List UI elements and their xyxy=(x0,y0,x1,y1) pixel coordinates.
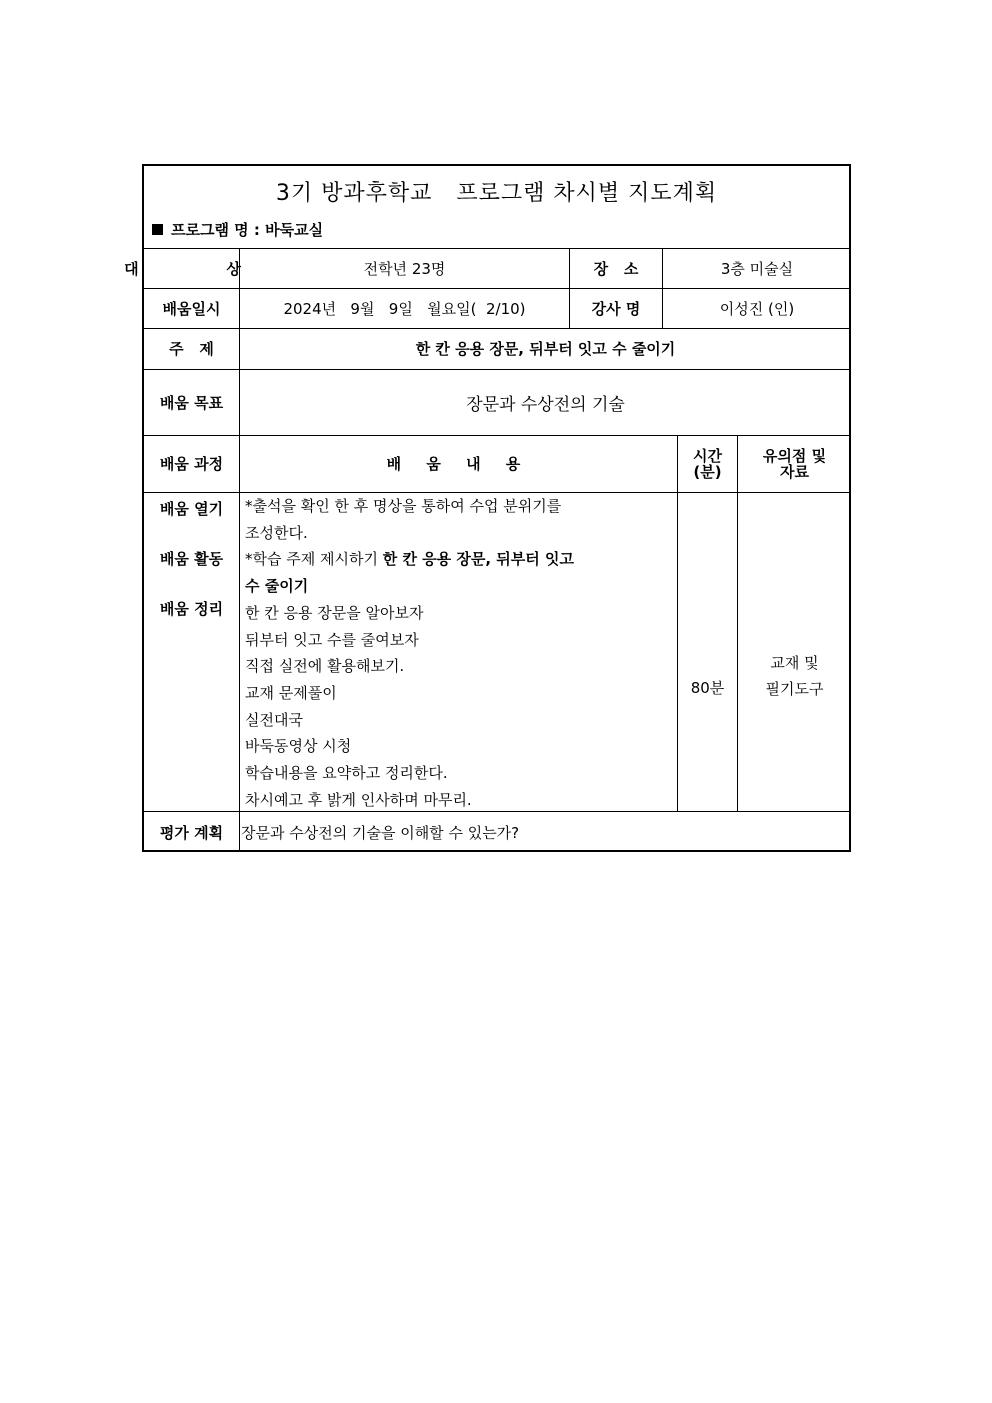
process-time-header xyxy=(678,435,737,492)
target-label xyxy=(124,248,259,288)
notes-value xyxy=(738,646,851,706)
process-content-header-text: 배 움 내 용 xyxy=(386,455,531,473)
program-name xyxy=(152,219,323,240)
process-content-header xyxy=(240,435,677,492)
content-line-prefix: *학습 주제 제시하기 xyxy=(245,550,383,569)
stage-label-open: 배움 열기 xyxy=(159,500,224,518)
process-stage-header: 배움 과정 xyxy=(159,455,224,473)
topic-label-text: 주 제 xyxy=(169,340,214,358)
content-line: 바둑동영상 시청 xyxy=(245,737,352,756)
place-label xyxy=(570,248,662,288)
evaluation-label: 평가 계획 xyxy=(159,823,224,842)
document-title: 3기 방과후학교 프로그램 차시별 지도계획 xyxy=(275,181,718,206)
process-notes-header-line2: 자료 xyxy=(780,462,809,481)
teacher-label: 강사 명 xyxy=(591,299,641,318)
topic-value: 한 칸 응용 장문, 뒤부터 잇고 수 줄이기 xyxy=(415,340,676,358)
content-line: *출석을 확인 한 후 명상을 통하여 수업 분위기를 xyxy=(245,497,562,515)
place-label-text: 장 소 xyxy=(593,259,639,278)
teacher-value: 이성진 (인) xyxy=(719,299,795,318)
program-name-text: 프로그램 명 : 바둑교실 xyxy=(171,221,324,239)
notes-value-line1: 교재 및 xyxy=(770,654,819,672)
goal-label: 배움 목표 xyxy=(159,393,224,412)
content-line: 실전대국 xyxy=(245,710,303,729)
topic-label xyxy=(144,328,239,369)
content-line: 교재 문제풀이 xyxy=(245,683,337,702)
target-label-text: 대 상 xyxy=(124,259,259,278)
evaluation-value: 장문과 수상전의 기술을 이해할 수 있는가? xyxy=(241,823,520,842)
content-line xyxy=(245,546,677,573)
content-line: 조성한다. xyxy=(245,523,308,542)
square-bullet-icon xyxy=(152,224,163,235)
stage-labels xyxy=(144,496,239,646)
content-line-topic: 한 칸 응용 장문, 뒤부터 잇고 xyxy=(382,550,574,569)
notes-value-line2: 필기도구 xyxy=(765,680,824,698)
date-value: 2024년 9월 9일 월요일( 2/10) xyxy=(283,299,526,318)
stage-label-wrap: 배움 정리 xyxy=(159,600,224,618)
content-line: 학습내용을 요약하고 정리한다. xyxy=(245,764,448,783)
process-notes-header xyxy=(738,435,851,492)
process-notes-header-line1: 유의점 및 xyxy=(762,446,827,465)
process-content xyxy=(245,493,677,813)
date-label: 배움일시 xyxy=(162,299,221,318)
goal-value: 장문과 수상전의 기술 xyxy=(466,394,625,415)
content-line: 차시예고 후 밝게 인사하며 마무리. xyxy=(245,790,472,809)
process-time-header-line2: (분) xyxy=(693,462,722,481)
target-value: 전학년 23명 xyxy=(363,259,446,278)
content-line: 한 칸 응용 장문을 알아보자 xyxy=(245,603,424,622)
content-line: 직접 실전에 활용해보기. xyxy=(245,657,405,676)
time-value: 80분 xyxy=(690,678,725,697)
content-line: 수 줄이기 xyxy=(245,577,309,596)
lesson-plan-table xyxy=(124,164,851,852)
place-value: 3층 미술실 xyxy=(720,259,794,278)
process-time-header-line1: 시간 xyxy=(693,446,722,465)
stage-label-activity: 배움 활동 xyxy=(159,550,224,568)
content-line: 뒤부터 잇고 수를 줄여보자 xyxy=(245,630,419,649)
